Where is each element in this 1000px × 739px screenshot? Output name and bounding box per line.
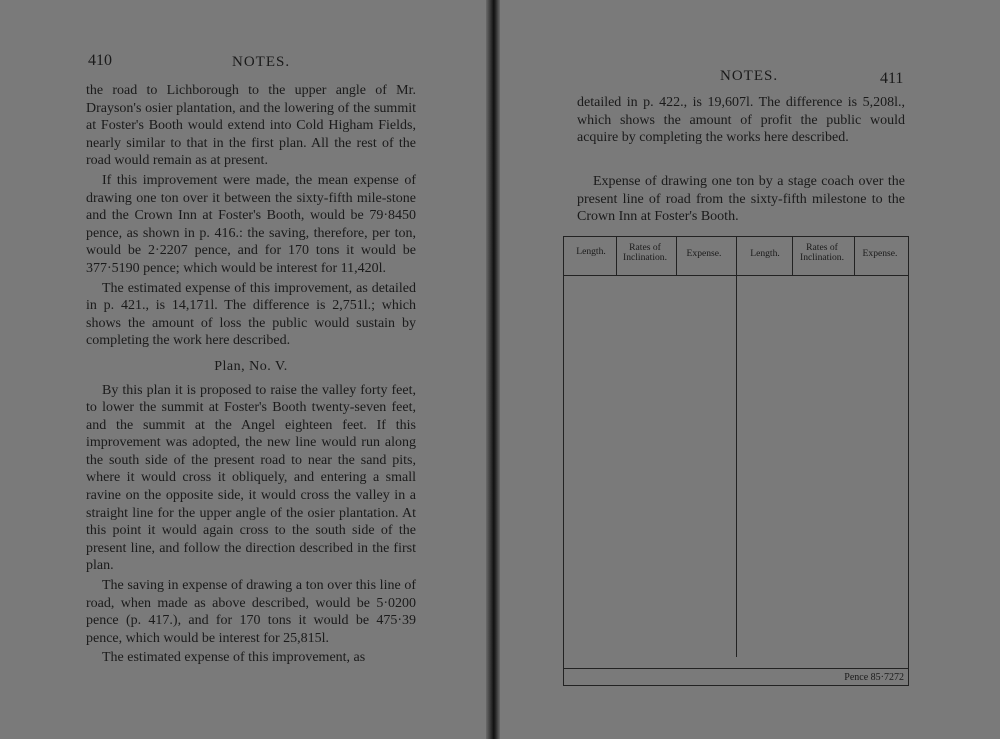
header-rates: Rates of Inclination. bbox=[623, 242, 667, 263]
paragraph: By this plan it is proposed to raise the valley forty feet, to lower the summit at Foster's Booth twenty-seven feet, and the summit at the Angel eighteen feet. If this improvement was adopted, the new line would run along the south side of the present road to near the sand pits, where it would cross it obliquely, and entering a small ravine on the opposite side, it would cross the valley in a straight line for the upper angle of the osier plantation. At this point it would again cross to the south side of the present line, and follow the direction described in the first plan. bbox=[86, 382, 416, 574]
book-spine bbox=[486, 0, 500, 739]
running-header: NOTES. bbox=[720, 68, 779, 84]
column-divider bbox=[676, 237, 677, 275]
paragraph: If this improvement were made, the mean expense of drawing one ton over it between the sixty-fifth mile-stone and the Crown Inn at Foster's Booth, would be 79·8450 pence, as shown in p. 416.: the saving, therefore, per ton, would be 2·2207 pence, and for 170 tons it would be 377·5190 pence; which would be interest for 11,420l. bbox=[86, 172, 416, 276]
header-length: Length. bbox=[750, 248, 780, 259]
paragraph: detailed in p. 422., is 19,607l. The difference is 5,208l., which shows the amount of profit the public would acquire by completing the works here described. bbox=[577, 95, 905, 146]
left-page-text bbox=[86, 82, 416, 669]
expense-table bbox=[563, 236, 909, 686]
header-expense: Expense. bbox=[686, 248, 722, 259]
paragraph: The estimated expense of this improvement, as bbox=[102, 650, 366, 666]
section-heading: Plan, No. V. bbox=[214, 358, 288, 374]
total-rule bbox=[564, 668, 908, 669]
paragraph: the road to Lichborough to the upper angle of Mr. Drayson's osier plantation, and the lowering of the summit at Foster's Booth would extend into Cold Higham Fields, nearly similar to that in the first plan. All the rest of the road would remain as at present. bbox=[86, 83, 416, 169]
header-rates: Rates of Inclination. bbox=[800, 242, 844, 263]
column-divider bbox=[616, 237, 617, 275]
page-number: 411 bbox=[880, 70, 904, 87]
header-expense: Expense. bbox=[862, 248, 898, 259]
right-page-text bbox=[577, 94, 905, 147]
column-divider bbox=[792, 237, 793, 275]
column-divider bbox=[736, 237, 737, 657]
header-length: Length. bbox=[576, 246, 606, 257]
paragraph: The saving in expense of drawing a ton over this line of road, when made as above described, would be 5·0200 pence (p. 417.), and for 170 tons it would be 475·39 pence, which would be interest for 25,815l. bbox=[86, 578, 416, 646]
running-header: NOTES. bbox=[232, 54, 291, 70]
table-total: Pence 85·7272 bbox=[844, 671, 904, 683]
table-caption bbox=[577, 173, 905, 226]
page-number: 410 bbox=[88, 52, 112, 69]
paragraph: The estimated expense of this improvement, as detailed in p. 421., is 14,171l. The difference is 2,751l.; which shows the amount of loss the public would sustain by completing the work here described. bbox=[86, 280, 416, 349]
column-divider bbox=[854, 237, 855, 275]
paragraph: Expense of drawing one ton by a stage coach over the present line of road from the sixty-fifth milestone to the Crown Inn at Foster's Booth. bbox=[577, 174, 905, 225]
